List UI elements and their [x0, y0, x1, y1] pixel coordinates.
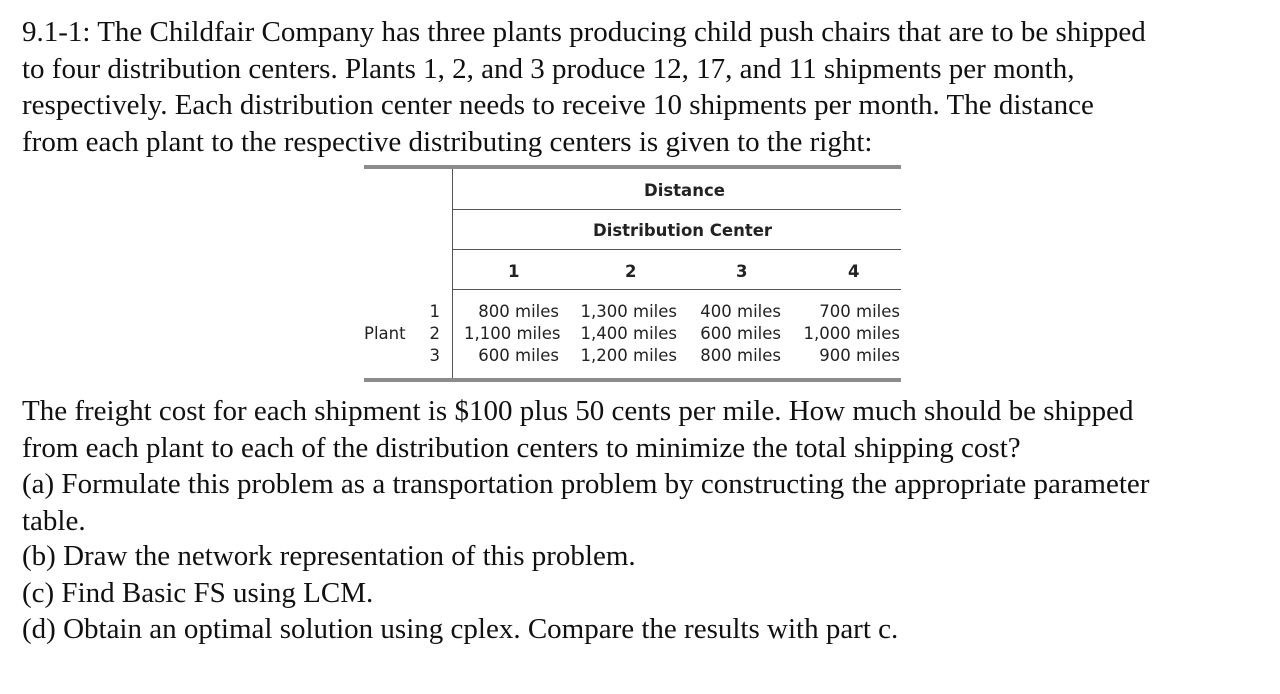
text-line: to four distribution centers. Plants 1, 2, and 3 produce 12, 17, and 11 shipments per month,: [22, 52, 1075, 85]
text-line: from each plant to the respective distributing centers is given to the right:: [22, 125, 873, 158]
table-bottom-rule: [364, 378, 901, 382]
table-title: Distance: [644, 181, 725, 200]
plant-label: Plant: [364, 324, 406, 343]
table-divider: [452, 209, 901, 210]
text-line: The freight cost for each shipment is $100 plus 50 cents per mile. How much should be shipped: [22, 395, 1134, 427]
text-line: 9.1-1: The Childfair Company has three plants producing child push chairs that are to be shipped: [22, 16, 1146, 48]
question-parts: [22, 538, 898, 648]
plant-number-1: 1: [429, 302, 440, 321]
text-line: table.: [22, 504, 86, 537]
distance-cell: 1,400 miles: [580, 324, 677, 343]
distance-cell: 800 miles: [700, 346, 781, 365]
text-line: (a) Formulate this problem as a transportation problem by constructing the appropriate parameter: [22, 468, 1150, 500]
part-c: (c) Find Basic FS using LCM.: [22, 576, 374, 609]
cost-question: [22, 393, 1262, 539]
distance-cell: 800 miles: [478, 302, 559, 321]
plant-number-3: 3: [429, 346, 440, 365]
table-divider: [452, 289, 901, 290]
center-header-4: 4: [848, 262, 860, 281]
table-vertical-divider: [452, 169, 453, 378]
distance-cell: 1,000 miles: [803, 324, 900, 343]
plant-number-2: 2: [429, 324, 440, 343]
distance-cell: 900 miles: [819, 346, 900, 365]
distance-cell: 700 miles: [819, 302, 900, 321]
distance-cell: 1,200 miles: [580, 346, 677, 365]
distance-cell: 600 miles: [478, 346, 559, 365]
distance-cell: 600 miles: [700, 324, 781, 343]
part-b: (b) Draw the network representation of this problem.: [22, 540, 636, 572]
part-d: (d) Obtain an optimal solution using cplex. Compare the results with part c.: [22, 613, 899, 645]
distance-cell: 1,100 miles: [464, 324, 561, 343]
text-line: respectively. Each distribution center needs to receive 10 shipments per month. The distance: [22, 89, 1094, 121]
text-line: from each plant to each of the distribution centers to minimize the total shipping cost?: [22, 431, 1021, 464]
center-header-3: 3: [736, 262, 748, 281]
table-subtitle: Distribution Center: [593, 221, 773, 240]
distance-table: [364, 165, 901, 384]
distance-cell: 400 miles: [700, 302, 781, 321]
distance-cell: 1,300 miles: [580, 302, 677, 321]
problem-statement: [22, 14, 1262, 160]
table-divider: [452, 249, 901, 250]
center-header-2: 2: [625, 262, 637, 281]
table-top-rule: [364, 165, 901, 169]
center-header-1: 1: [508, 262, 520, 281]
